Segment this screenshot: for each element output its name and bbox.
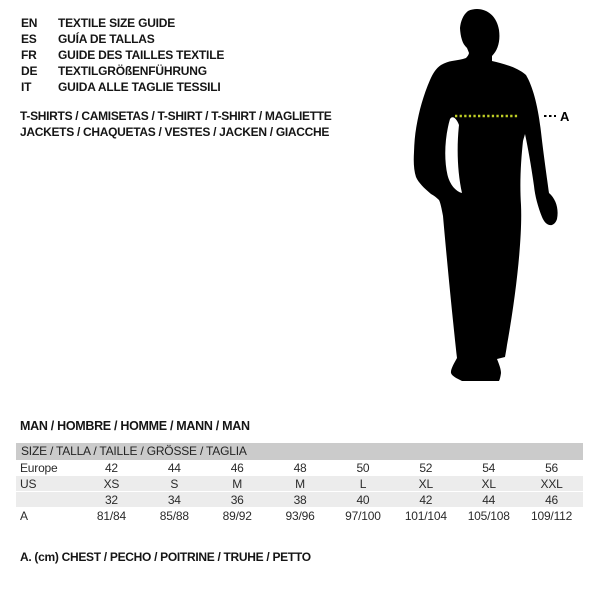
size-cell: 89/92 bbox=[222, 509, 252, 523]
size-cell: XXL bbox=[540, 477, 563, 491]
man-silhouette bbox=[414, 9, 558, 381]
size-cell: M bbox=[232, 477, 243, 491]
lang-row-it bbox=[21, 79, 224, 95]
lang-code: EN bbox=[21, 16, 38, 30]
size-cell: 50 bbox=[356, 461, 370, 475]
lang-code: IT bbox=[21, 80, 32, 94]
size-cell: 56 bbox=[545, 461, 559, 475]
size-cell: XL bbox=[418, 477, 433, 491]
size-cell: 46 bbox=[230, 461, 244, 475]
lang-label: GUIDA ALLE TAGLIE TESSILI bbox=[58, 80, 221, 94]
table-row-chest-a bbox=[16, 508, 583, 524]
lang-label: TEXTILE SIZE GUIDE bbox=[58, 16, 176, 30]
size-table-header: SIZE / TALLA / TAILLE / GRÖSSE / TAGLIA bbox=[16, 443, 583, 460]
lang-row-en bbox=[21, 15, 224, 31]
section-title-man: MAN / HOMBRE / HOMME / MANN / MAN bbox=[20, 419, 250, 433]
size-cell: 44 bbox=[482, 493, 496, 507]
size-cell: 34 bbox=[167, 493, 181, 507]
size-cell: 38 bbox=[293, 493, 307, 507]
row-label bbox=[16, 492, 80, 507]
measure-label-a: A bbox=[560, 109, 570, 124]
language-legend bbox=[21, 15, 224, 95]
size-cell: 85/88 bbox=[159, 509, 189, 523]
size-cell: 44 bbox=[167, 461, 181, 475]
measurement-footnote: A. (cm) CHEST / PECHO / POITRINE / TRUHE / PETTO bbox=[20, 550, 311, 564]
size-cell: 81/84 bbox=[96, 509, 126, 523]
lang-row-es bbox=[21, 31, 224, 47]
man-silhouette-figure bbox=[405, 5, 580, 395]
category-tshirts: T-SHIRTS / CAMISETAS / T-SHIRT / T-SHIRT / MAGLIETTE bbox=[20, 109, 332, 123]
size-cell: 93/96 bbox=[285, 509, 315, 523]
row-label: A bbox=[20, 509, 28, 523]
row-label: Europe bbox=[20, 461, 58, 475]
size-cell: 42 bbox=[419, 493, 433, 507]
size-cell: 105/108 bbox=[467, 509, 510, 523]
lang-code: DE bbox=[21, 64, 38, 78]
size-table bbox=[16, 443, 583, 524]
lang-code: FR bbox=[21, 48, 37, 62]
lang-label: GUÍA DE TALLAS bbox=[58, 32, 155, 46]
size-cell: 54 bbox=[482, 461, 496, 475]
size-cell: 109/112 bbox=[531, 509, 573, 523]
size-cell: 97/100 bbox=[345, 509, 381, 523]
size-cell: 52 bbox=[419, 461, 433, 475]
size-cell: XS bbox=[103, 477, 120, 491]
category-jackets: JACKETS / CHAQUETAS / VESTES / JACKEN / GIACCHE bbox=[20, 125, 330, 139]
lang-row-fr bbox=[21, 47, 224, 63]
table-row-us bbox=[16, 476, 583, 492]
lang-label: TEXTILGRÖßENFÜHRUNG bbox=[58, 64, 207, 78]
row-label: US bbox=[20, 477, 37, 491]
size-cell: 36 bbox=[230, 493, 244, 507]
lang-code: ES bbox=[21, 32, 37, 46]
size-cell: L bbox=[359, 477, 367, 491]
size-cell: 40 bbox=[356, 493, 370, 507]
size-cell: 32 bbox=[104, 493, 118, 507]
lang-row-de bbox=[21, 63, 224, 79]
size-cell: M bbox=[295, 477, 305, 491]
size-cell: 42 bbox=[104, 461, 118, 475]
size-cell: XL bbox=[481, 477, 496, 491]
lang-label: GUIDE DES TAILLES TEXTILE bbox=[58, 48, 225, 62]
size-cell: 48 bbox=[293, 461, 307, 475]
category-lines bbox=[20, 108, 332, 140]
table-row-europe bbox=[16, 460, 583, 476]
size-cell: 46 bbox=[545, 493, 559, 507]
size-cell: 101/104 bbox=[404, 509, 447, 523]
size-cell: S bbox=[170, 477, 179, 491]
table-row-us-numeric bbox=[16, 492, 583, 508]
